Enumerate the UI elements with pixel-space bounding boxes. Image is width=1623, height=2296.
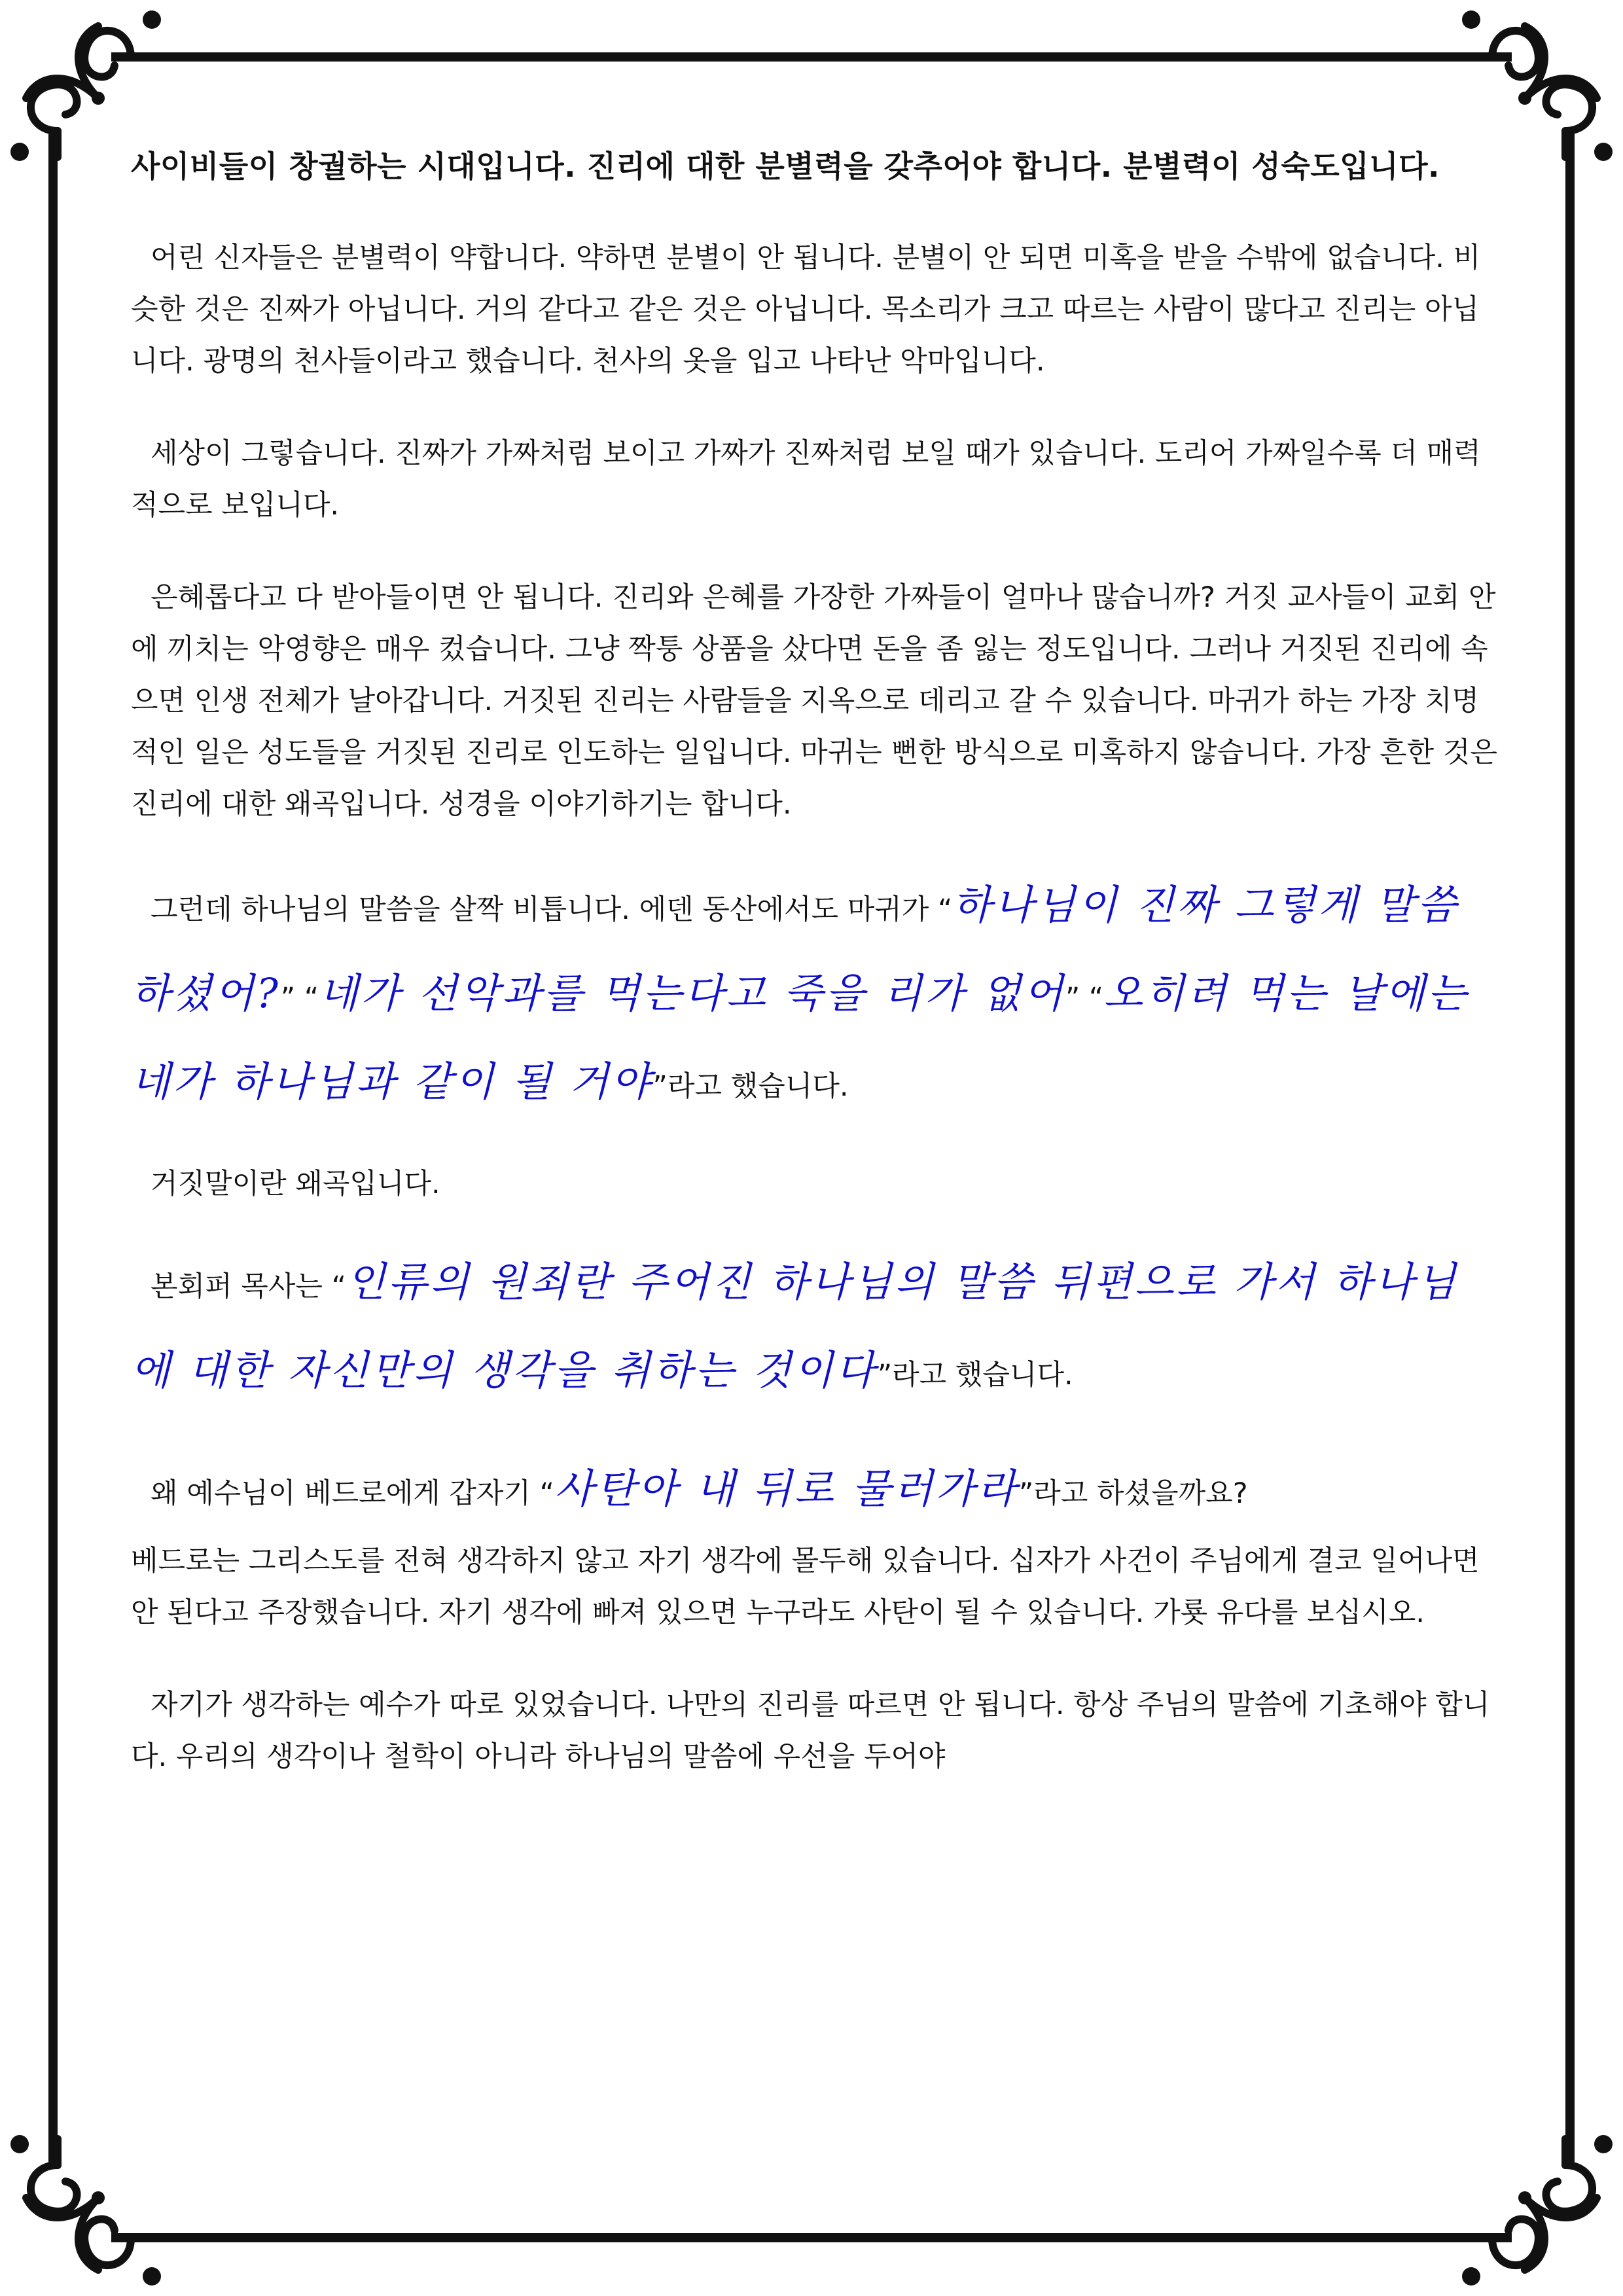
paragraph-7-question xyxy=(131,1447,1499,1535)
flourish-icon xyxy=(1459,2132,1623,2296)
flourish-icon xyxy=(0,0,164,164)
ornament-corner-top-right xyxy=(1459,0,1623,164)
paragraph-4-intro: 그런데 하나님의 말씀을 살짝 비틉니다. 에덴 동산에서도 마귀가 “ xyxy=(151,893,953,926)
quote-jesus: 사탄아 내 뒤로 물러가라 xyxy=(554,1465,1019,1513)
frame-bottom-border xyxy=(111,2233,1512,2242)
quote-serpent-1: 하나님이 진짜 그렇게 말씀하셨어? xyxy=(131,881,1459,1017)
document-body xyxy=(131,141,1499,1783)
paragraph-7-end: ”라고 하셨을까요? xyxy=(1019,1477,1248,1510)
paragraph-5: 거짓말이란 왜곡입니다. xyxy=(151,1168,440,1200)
quote-serpent-2: 네가 선악과를 먹는다고 죽을 리가 없어 xyxy=(319,969,1065,1017)
paragraph-2: 세상이 그렇습니다. 진짜가 가짜처럼 보이고 가짜가 진짜처럼 보일 때가 있습니다. 도리어 가짜일수록 더 매력적으로 보입니다. xyxy=(131,437,1481,522)
frame-top-border xyxy=(111,52,1512,62)
quote-separator: ” “ xyxy=(280,982,319,1014)
ornament-corner-bottom-left xyxy=(0,2132,164,2296)
paragraph-4-end: ”라고 했습니다. xyxy=(652,1070,849,1103)
frame-left-border xyxy=(48,131,58,2166)
ornament-corner-bottom-right xyxy=(1459,2132,1623,2296)
paragraph-1: 어린 신자들은 분별력이 약합니다. 약하면 분별이 안 됩니다. 분별이 안 되면 미혹을 받을 수밖에 없습니다. 비슷한 것은 진짜가 아닙니다. 거의 같다고 같은 것은 아닙니다. 목소리가 크고 따르는 사람이 많다고 진리는 아닙니다. 광명의 천사들이라고 했습니다. 천사의 옷을 입고 나타난 악마입니다. xyxy=(131,242,1481,378)
quote-bonhoeffer: 인류의 원죄란 주어진 하나님의 말씀 뒤편으로 가서 하나님에 대한 자신만의 생각을 취하는 것이다 xyxy=(131,1258,1459,1394)
paragraph-7-intro: 왜 예수님이 베드로에게 갑자기 “ xyxy=(151,1477,554,1510)
quote-serpent-3: 오히려 먹는 날에는 네가 하나님과 같이 될 거야 xyxy=(131,969,1469,1105)
paragraph-3: 은혜롭다고 다 받아들이면 안 됩니다. 진리와 은혜를 가장한 가짜들이 얼마나 많습니까? 거짓 교사들이 교회 안에 끼치는 악영향은 매우 컸습니다. 그냥 짝퉁 상품을 샀다면 돈을 좀 잃는 정도입니다. 그러나 거짓된 진리에 속으면 인생 전체가 날아갑니다. 거짓된 진리는 사람들을 지옥으로 데리고 갈 수 있습니다. 마귀가 하는 가장 치명적인 일은 성도들을 거짓된 진리로 인도하는 일입니다. 마귀는 뻔한 방식으로 미혹하지 않습니다. 가장 흔한 것은 진리에 대한 왜곡입니다. 성경을 이야기하기는 합니다. xyxy=(131,581,1497,821)
paragraph-4 xyxy=(131,863,1499,1128)
paragraph-7-body: 베드로는 그리스도를 전혀 생각하지 않고 자기 생각에 몰두해 있습니다. 십자가 사건이 주님에게 결코 일어나면 안 된다고 주장했습니다. 자기 생각에 빠져 있으면 누구라도 사탄이 될 수 있습니다. 가룟 유다를 보십시오. xyxy=(131,1545,1480,1629)
flourish-icon xyxy=(0,2132,164,2296)
paragraph-6 xyxy=(131,1240,1499,1417)
document-heading: 사이비들이 창궐하는 시대입니다. 진리에 대한 분별력을 갖추어야 합니다. 분별력이 성숙도입니다. xyxy=(131,149,1440,184)
flourish-icon xyxy=(1459,0,1623,164)
paragraph-6-end: ”라고 했습니다. xyxy=(877,1359,1073,1391)
ornament-corner-top-left xyxy=(0,0,164,164)
paragraph-6-intro: 본회퍼 목사는 “ xyxy=(151,1270,346,1303)
paragraph-8: 자기가 생각하는 예수가 따로 있었습니다. 나만의 진리를 따르면 안 됩니다. 항상 주님의 말씀에 기초해야 합니다. 우리의 생각이나 철학이 아니라 하나님의 말씀에 우선을 두어야 xyxy=(131,1689,1490,1773)
frame-right-border xyxy=(1565,131,1575,2166)
quote-separator: ” “ xyxy=(1065,982,1104,1014)
